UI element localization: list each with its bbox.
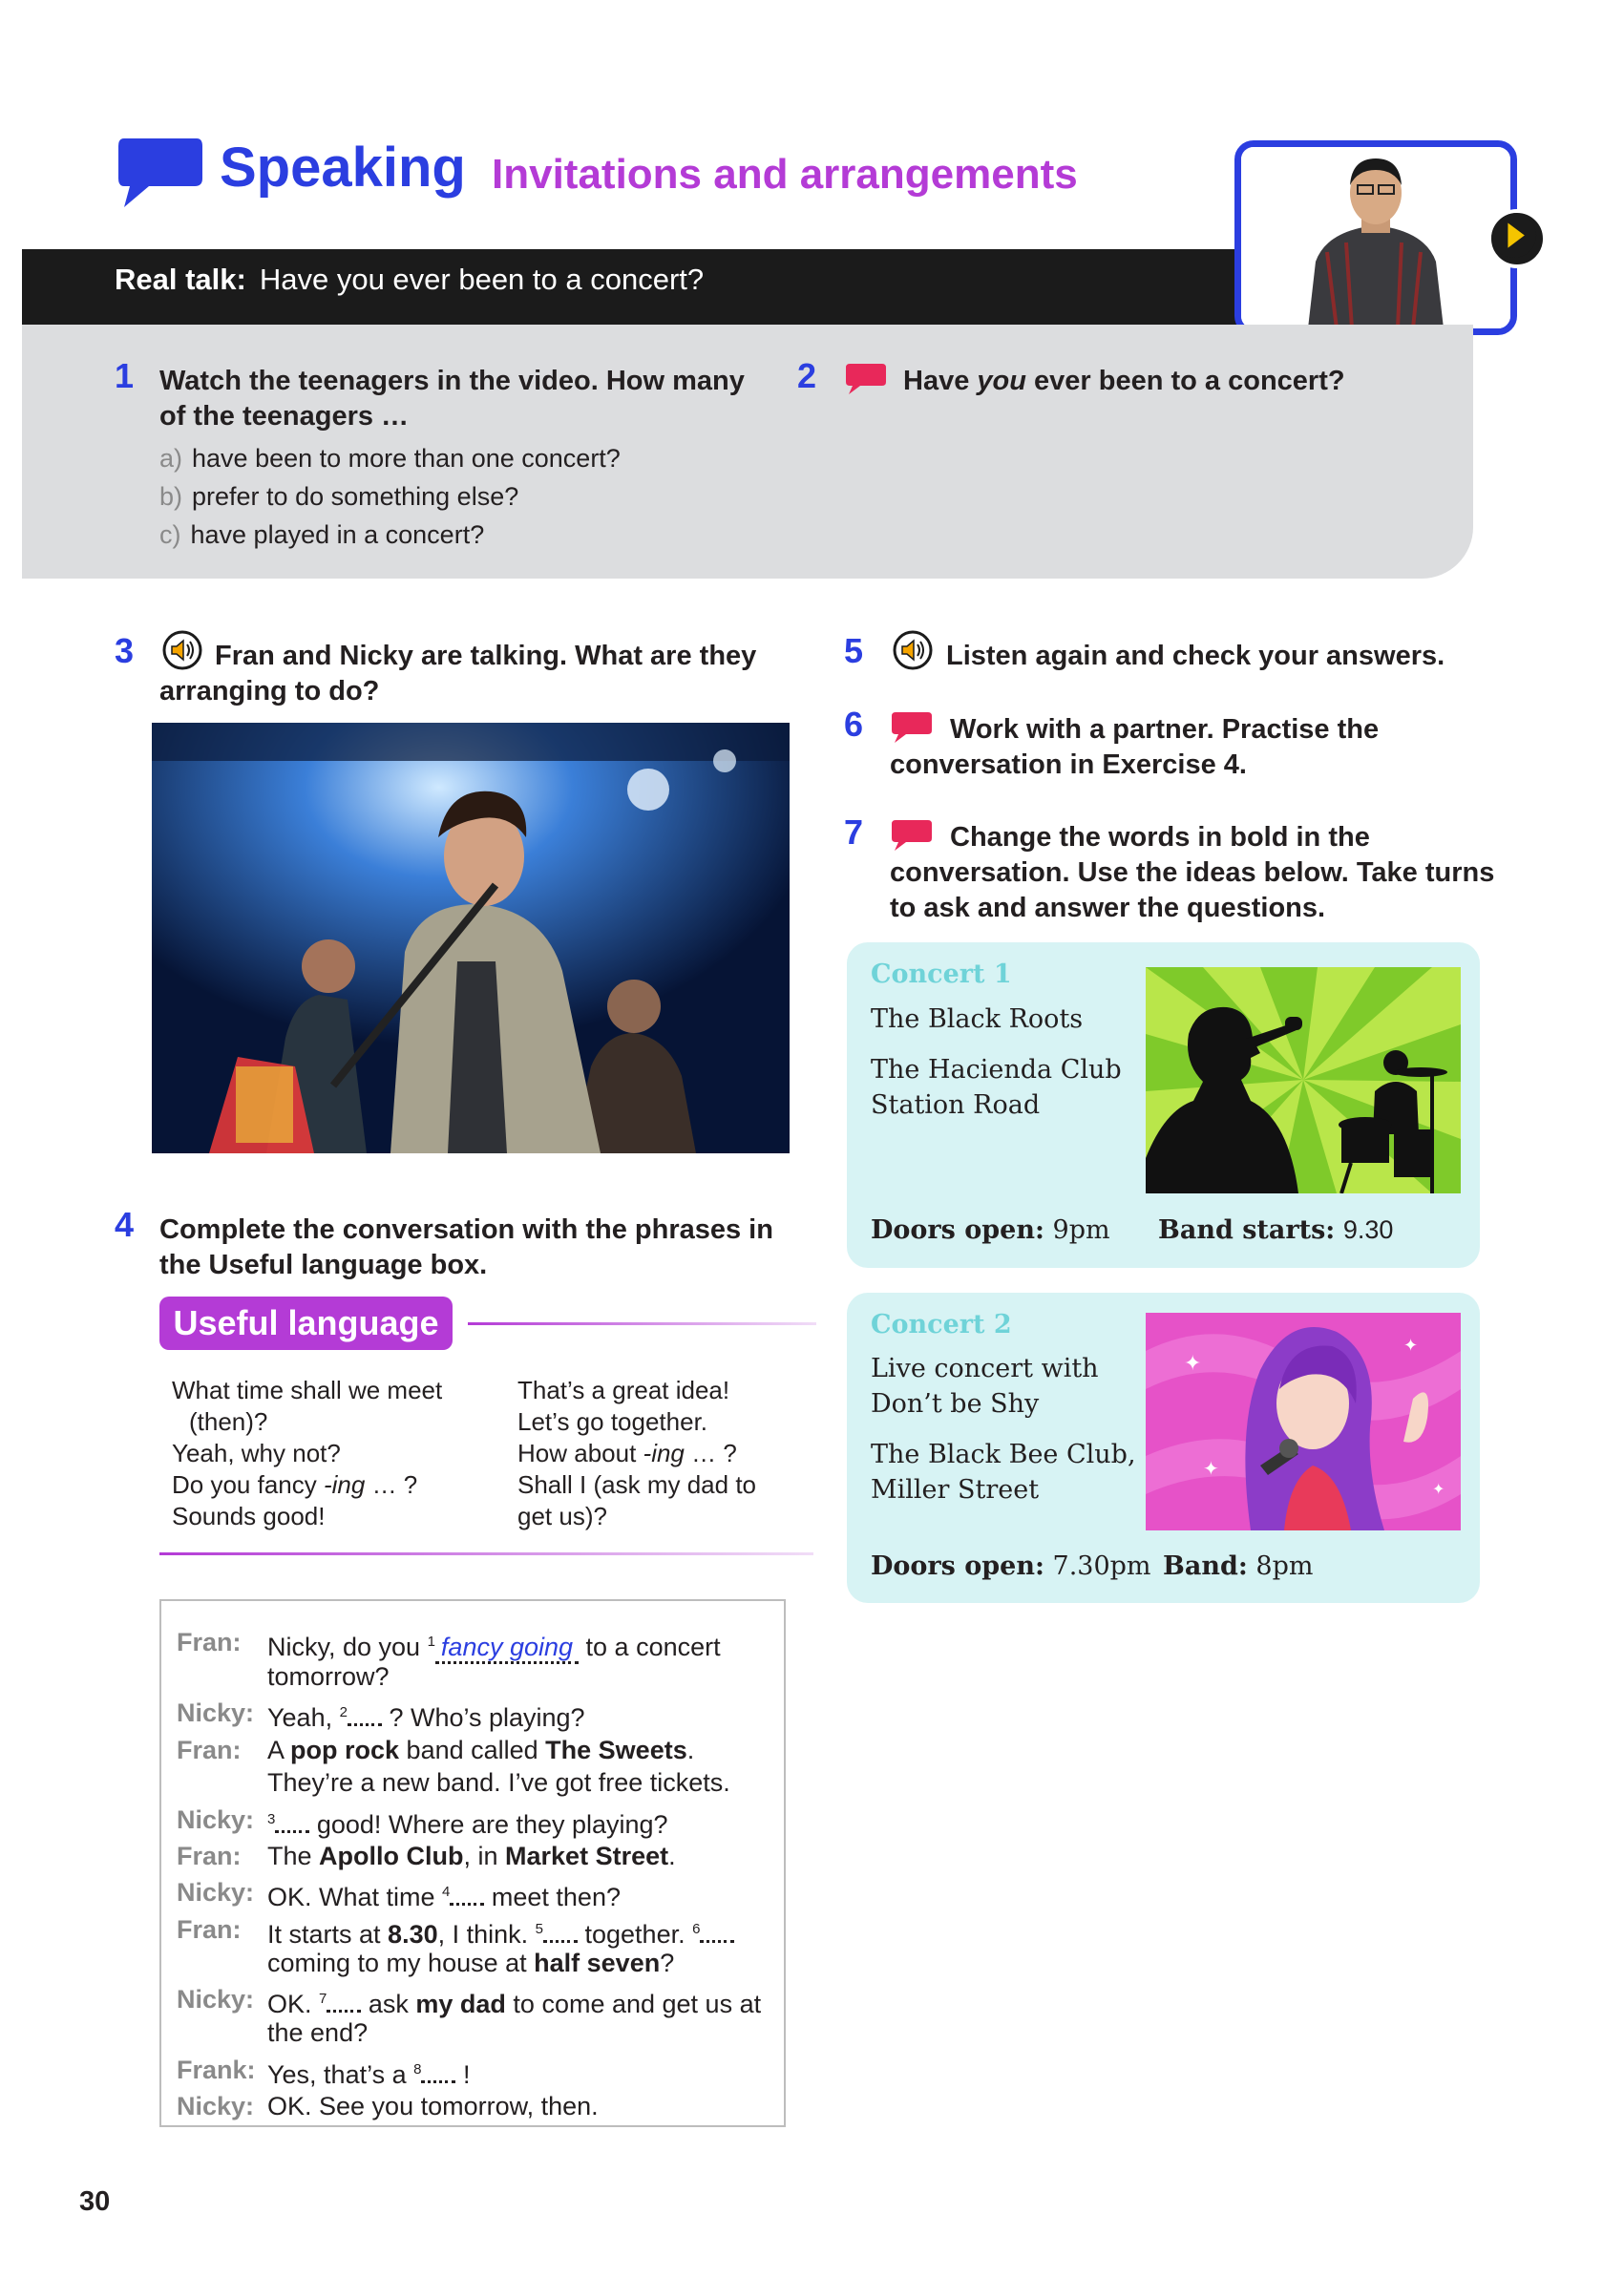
phrase: How about -ing … ? bbox=[517, 1439, 737, 1467]
concert-2-doors: Doors open: 7.30pm bbox=[871, 1551, 1151, 1581]
page-number: 30 bbox=[79, 2186, 111, 2217]
answer-1: fancy going bbox=[435, 1633, 579, 1664]
svg-text:✦: ✦ bbox=[1184, 1352, 1202, 1376]
exercise-7-line: to ask and answer the questions. bbox=[890, 893, 1326, 923]
concert-1-band-time: Band starts: 9.30 bbox=[1158, 1215, 1394, 1245]
phrase: get us)? bbox=[517, 1502, 607, 1530]
concert-1-doors: Doors open: 9pm bbox=[871, 1215, 1110, 1245]
concert-2-band-time: Band: 8pm bbox=[1163, 1551, 1314, 1581]
concert-1-venue: The Hacienda Club Station Road bbox=[871, 1055, 1122, 1120]
exercise-5-number: 5 bbox=[844, 631, 864, 670]
option-c: c) have played in a concert? bbox=[159, 520, 485, 549]
exercise-1-options bbox=[159, 439, 621, 554]
svg-text:✦: ✦ bbox=[1203, 1457, 1219, 1480]
exercise-6-line: conversation in Exercise 4. bbox=[890, 749, 1247, 780]
concert-1-image bbox=[1146, 967, 1461, 1193]
concert-2-venue: The Black Bee Club, Miller Street bbox=[871, 1440, 1136, 1505]
exercise-5-instruction: Listen again and check your answers. bbox=[946, 641, 1445, 671]
exercise-4-number: 4 bbox=[115, 1205, 135, 1244]
real-talk-label: Real talk: bbox=[115, 263, 246, 296]
concert-2-band: Live concert with Don’t be Shy bbox=[871, 1354, 1099, 1419]
blank-8[interactable] bbox=[421, 2059, 455, 2083]
speech-bubble-icon bbox=[891, 711, 933, 744]
concert-1-band: The Black Roots bbox=[871, 1004, 1084, 1034]
exercise-1-number: 1 bbox=[115, 356, 135, 395]
blank-2[interactable] bbox=[348, 1702, 382, 1726]
teenager-video-image bbox=[1241, 147, 1510, 328]
real-talk-heading bbox=[115, 263, 704, 297]
phrase: Do you fancy -ing … ? bbox=[172, 1470, 418, 1499]
audio-speaker-icon[interactable] bbox=[893, 630, 933, 670]
blank-5[interactable] bbox=[543, 1919, 578, 1943]
section-title: Speaking bbox=[220, 137, 466, 199]
phrase: (then)? bbox=[189, 1407, 268, 1436]
dialogue-box: Fran: Nicky, do you $^1$ fancy going to a concert tomorrow? Nicky: Yeah, $^2$ ? Who’s playing? Fran: A pop rock band called The Sweets. They’re a new band. I’ve got free tickets. Nicky: $^3$ good! Where are they playing? Fran: The Apollo Club, in Market Street. Nicky: OK. What time $^4$ meet then? Fran: It starts at 8.30, I think. $^5$ together. $^6$ coming to my house at half seven? Nicky: OK. $^7$ ask my dad to come and get us at the end? Frank: Yes, that’s a $^8$ ! Nicky: OK. See you tomorrow, then. bbox=[159, 1599, 786, 2127]
svg-text:✦: ✦ bbox=[1432, 1480, 1445, 1498]
svg-text:✦: ✦ bbox=[1403, 1336, 1419, 1356]
exercise-1-line: of the teenagers … bbox=[159, 401, 410, 432]
concert-2-image bbox=[1146, 1313, 1461, 1530]
divider bbox=[468, 1322, 816, 1325]
blank-7[interactable] bbox=[327, 1989, 361, 2013]
divider bbox=[159, 1552, 813, 1555]
option-a: a) have been to more than one concert? bbox=[159, 444, 621, 473]
speech-bubble-icon bbox=[845, 363, 887, 395]
blank-6[interactable] bbox=[700, 1919, 734, 1943]
blank-4[interactable] bbox=[450, 1882, 484, 1906]
exercise-4-line: Complete the conversation with the phrases in bbox=[159, 1214, 773, 1245]
exercise-1-instruction bbox=[159, 364, 745, 434]
speaker: Fran: bbox=[177, 1628, 242, 1656]
video-thumbnail[interactable] bbox=[1234, 140, 1517, 335]
blank-3[interactable] bbox=[275, 1809, 309, 1833]
exercise-4-line: the Useful language box. bbox=[159, 1250, 488, 1280]
speech-bubble-icon bbox=[116, 137, 202, 208]
phrase: What time shall we meet bbox=[172, 1376, 443, 1404]
exercise-2-instruction: Have you ever been to a concert? bbox=[903, 366, 1345, 396]
speech-bubble-icon bbox=[891, 819, 933, 852]
exercise-7-line: Change the words in bold in the bbox=[950, 822, 1370, 853]
useful-language-label: Useful language bbox=[159, 1297, 453, 1350]
phrase: Let’s go together. bbox=[517, 1407, 708, 1436]
exercise-3-number: 3 bbox=[115, 631, 135, 670]
exercise-3-line: Fran and Nicky are talking. What are they bbox=[215, 641, 757, 671]
exercise-2-number: 2 bbox=[797, 356, 817, 395]
phrase: That’s a great idea! bbox=[517, 1376, 730, 1404]
play-icon[interactable] bbox=[1487, 209, 1547, 268]
useful-language-column-1 bbox=[172, 1375, 442, 1532]
exercise-4-instruction bbox=[159, 1213, 773, 1283]
useful-language-column-2 bbox=[517, 1375, 756, 1532]
exercise-7-number: 7 bbox=[844, 812, 864, 852]
audio-speaker-icon[interactable] bbox=[162, 630, 202, 670]
concert-2-title: Concert 2 bbox=[871, 1310, 1012, 1339]
band-photo bbox=[152, 723, 790, 1153]
option-b: b) prefer to do something else? bbox=[159, 482, 519, 511]
phrase: Shall I (ask my dad to bbox=[517, 1470, 756, 1499]
exercise-6-line: Work with a partner. Practise the bbox=[950, 714, 1380, 745]
real-talk-question: Have you ever been to a concert? bbox=[259, 263, 705, 296]
exercise-6-number: 6 bbox=[844, 705, 864, 744]
exercise-3-line: arranging to do? bbox=[159, 676, 380, 707]
phrase: Sounds good! bbox=[172, 1502, 326, 1530]
phrase: Yeah, why not? bbox=[172, 1439, 341, 1467]
concert-1-title: Concert 1 bbox=[871, 960, 1012, 989]
section-subtitle: Invitations and arrangements bbox=[492, 151, 1078, 198]
exercise-1-line: Watch the teenagers in the video. How many bbox=[159, 366, 745, 396]
exercise-7-line: conversation. Use the ideas below. Take turns bbox=[890, 857, 1495, 888]
